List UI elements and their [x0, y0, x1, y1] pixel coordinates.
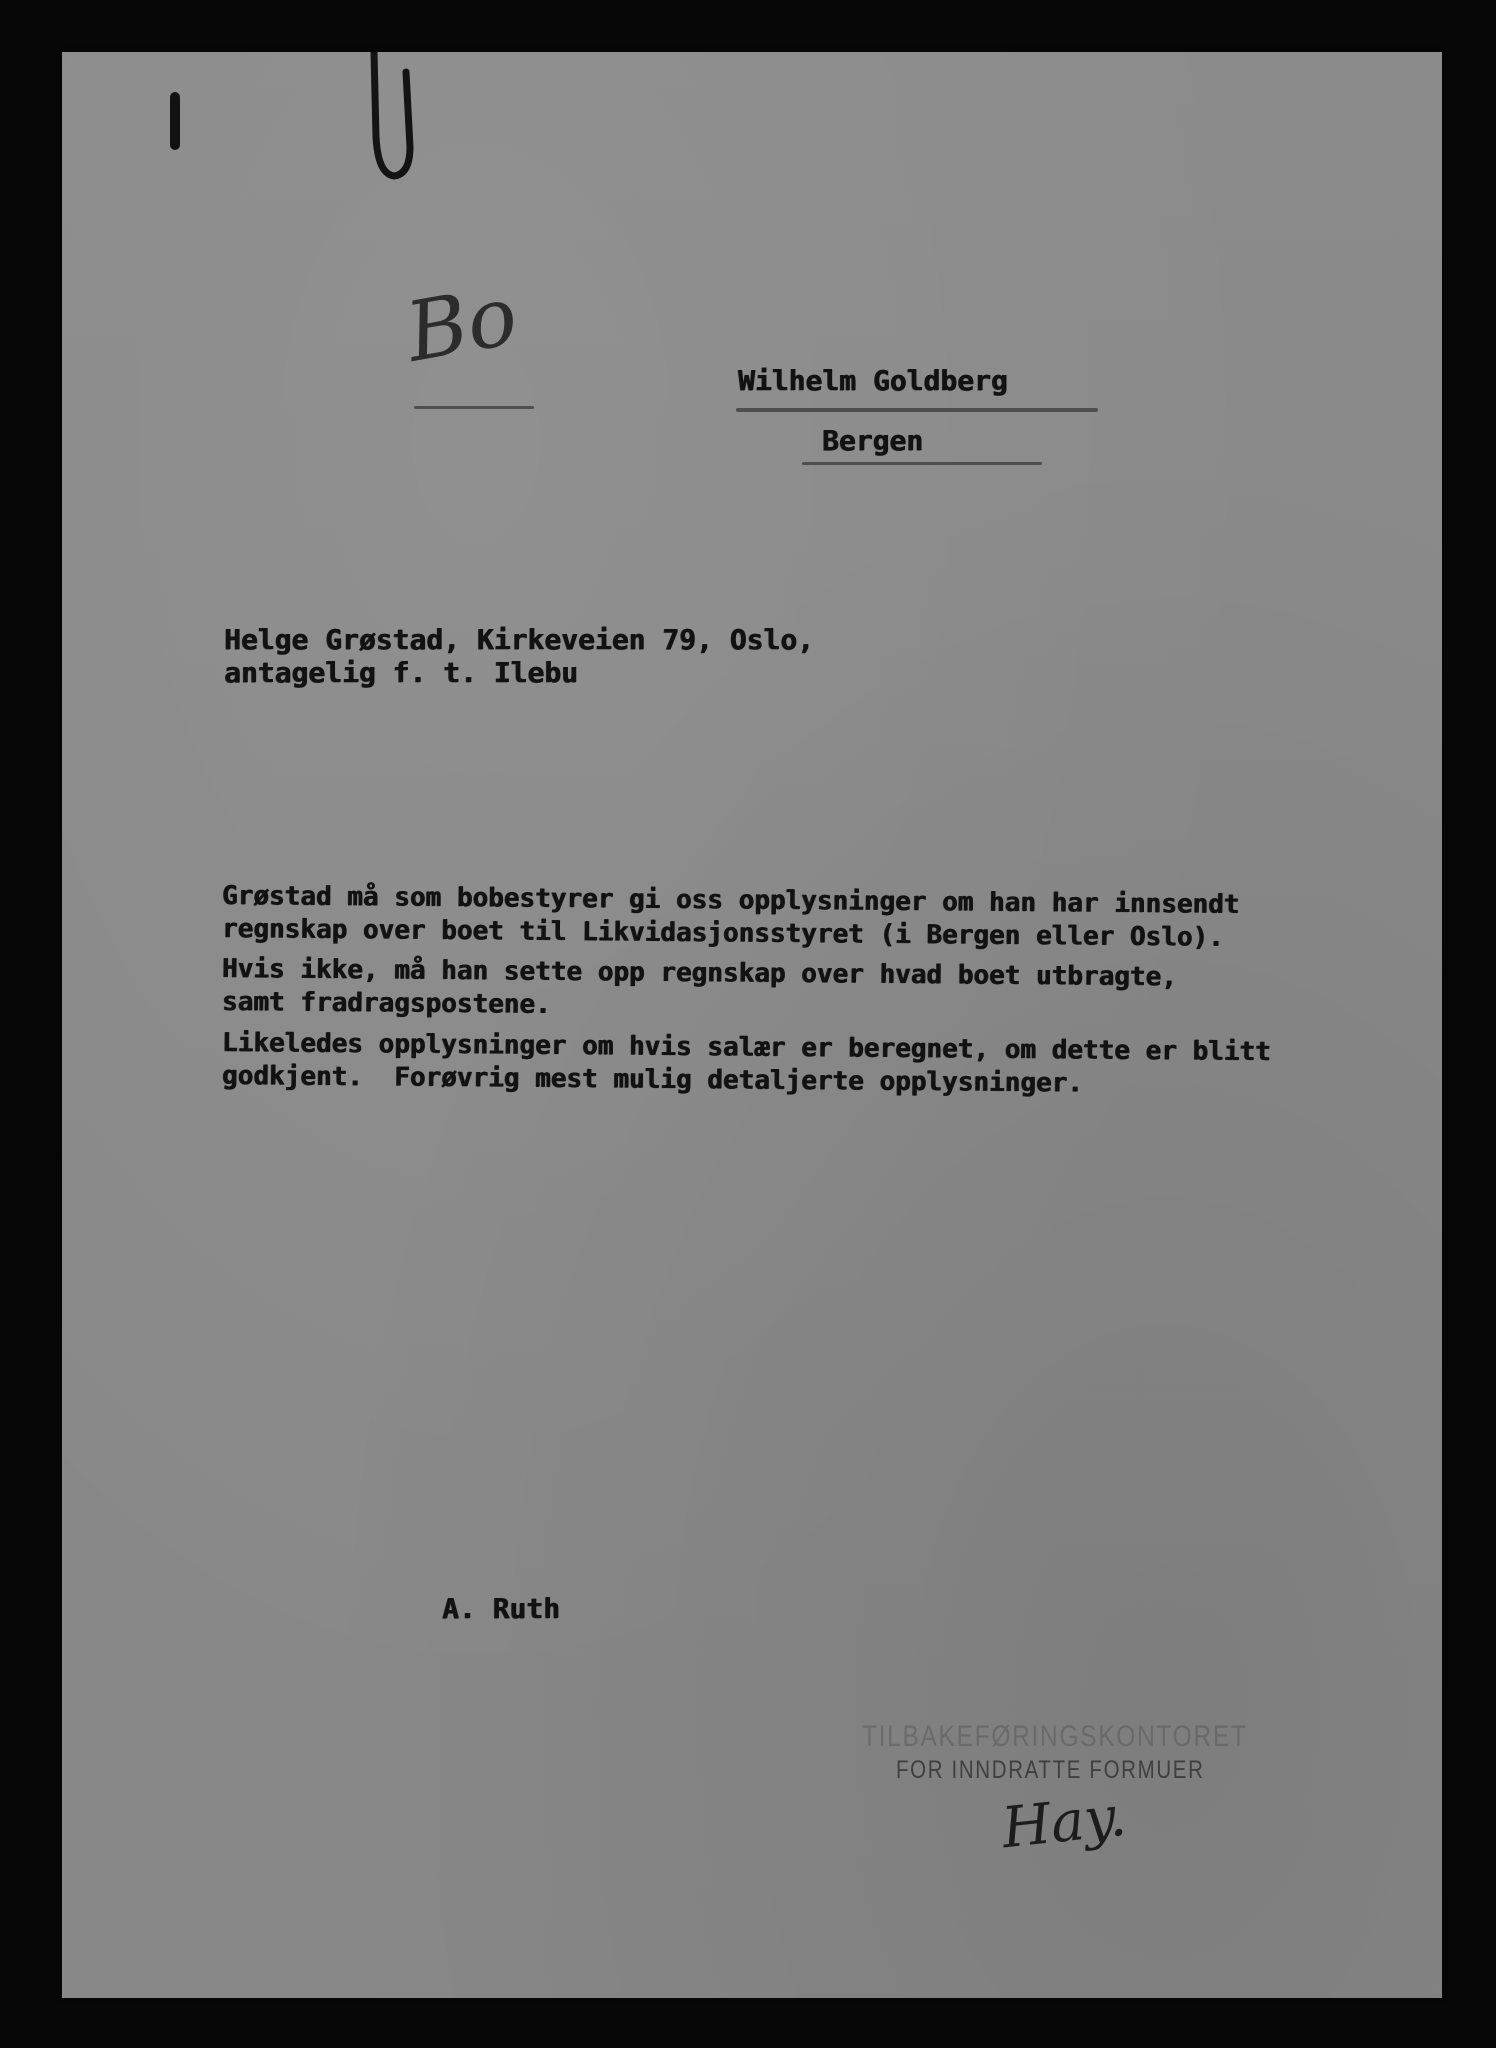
signature: A. Ruth [442, 1592, 561, 1625]
stamp-line-1: TILBAKEFØRINGSKONTORET [862, 1720, 1248, 1753]
handwritten-underline [414, 406, 534, 409]
stamp-initials: Hay. [998, 1783, 1130, 1862]
paragraph-3-line-1: Likeledes opplysninger om hvis salær er beregnet, om dette er blitt [221, 1028, 1271, 1068]
heading-name-underline [736, 408, 1098, 412]
heading-name: Wilhelm Goldberg [738, 364, 1008, 397]
paragraph-2-line-2: samt fradragspostene. [221, 987, 551, 1020]
addressee-line-1: Helge Grøstad, Kirkeveien 79, Oslo, [224, 623, 815, 656]
handwritten-label: Bo [399, 268, 525, 381]
heading-city-underline [802, 462, 1042, 465]
document-sheet [62, 52, 1442, 1998]
paper-clip-mark [362, 52, 422, 182]
paragraph-3-line-2: godkjent. Forøvrig mest mulig detaljerte opplysninger. [221, 1061, 1084, 1099]
heading-city: Bergen [822, 424, 924, 457]
paragraph-1-line-2: regnskap over boet til Likvidasjonsstyret (i Bergen eller Oslo). [221, 914, 1224, 953]
addressee-line-2: antagelig f. t. Ilebu [224, 656, 579, 689]
stamp-line-2: FOR INNDRATTE FORMUER [896, 1756, 1205, 1784]
paragraph-1-line-1: Grøstad må som bobestyrer gi oss opplysninger om han har innsendt [221, 881, 1240, 920]
punch-mark-left [170, 92, 180, 150]
paragraph-2-line-1: Hvis ikke, må han sette opp regnskap over hvad boet utbragte, [221, 954, 1177, 993]
